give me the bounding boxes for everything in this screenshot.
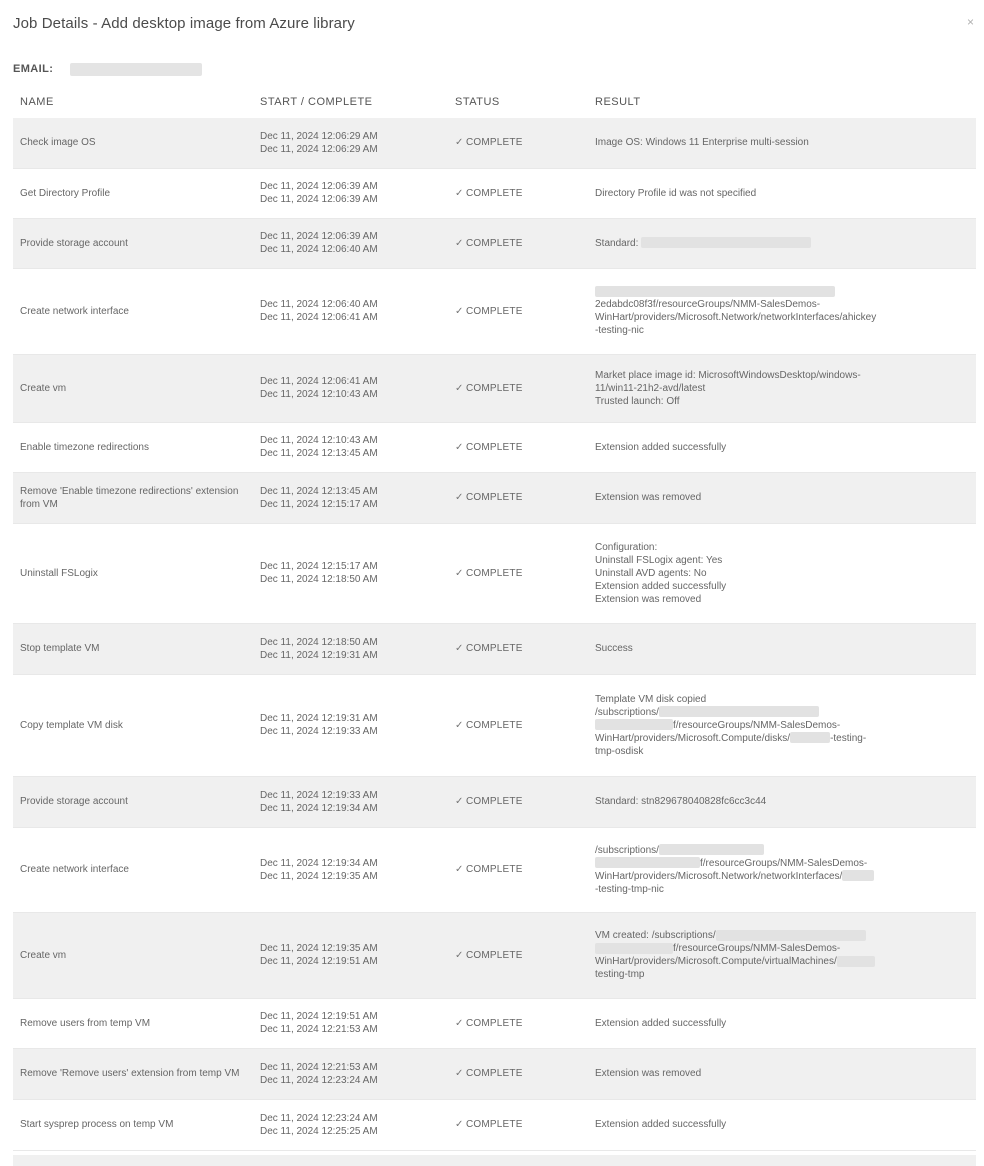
step-name: Check image OS	[13, 118, 253, 168]
result-line	[595, 395, 972, 408]
result-line	[595, 298, 972, 311]
status-cell	[448, 354, 588, 422]
redacted-value	[790, 732, 830, 743]
redacted-value	[595, 719, 673, 730]
redacted-value	[837, 956, 875, 967]
result-text: f/resourceGroups/NMM-SalesDemos-	[700, 857, 868, 869]
result-line	[595, 311, 972, 324]
result-line	[595, 554, 972, 567]
table-next-row-edge	[13, 1155, 976, 1166]
check-icon: ✓	[455, 643, 464, 654]
step-name: Uninstall FSLogix	[13, 523, 253, 623]
check-icon: ✓	[455, 137, 464, 149]
result-line	[595, 955, 972, 968]
result-line	[595, 285, 972, 298]
close-icon[interactable]: ×	[966, 15, 974, 29]
step-result	[588, 218, 976, 268]
status-cell	[448, 1099, 588, 1150]
result-line	[595, 857, 972, 870]
step-name: Remove 'Remove users' extension from temp VM	[13, 1048, 253, 1099]
column-header-start-complete: START / COMPLETE	[260, 96, 373, 108]
table-row	[13, 623, 976, 674]
complete-time: Dec 11, 2024 12:18:50 AM	[260, 574, 378, 585]
step-result	[588, 472, 976, 523]
result-text: WinHart/providers/Microsoft.Network/networkInterfaces/ahickey	[595, 312, 877, 323]
start-time: Dec 11, 2024 12:23:24 AM	[260, 1112, 378, 1124]
redacted-value	[595, 286, 835, 297]
start-time: Dec 11, 2024 12:19:35 AM	[260, 943, 378, 954]
step-result	[588, 168, 976, 218]
step-times	[253, 1099, 448, 1150]
step-result	[588, 268, 976, 354]
column-header-result: RESULT	[595, 96, 641, 108]
modal-title: Job Details - Add desktop image from Azure library	[13, 15, 355, 32]
result-text: Configuration:	[595, 541, 658, 553]
status-text: COMPLETE	[466, 796, 523, 807]
redacted-value	[641, 237, 811, 248]
result-line	[595, 942, 972, 955]
step-times	[253, 268, 448, 354]
check-icon: ✓	[455, 1068, 464, 1079]
redacted-value	[659, 706, 819, 717]
status-text: COMPLETE	[466, 1017, 523, 1029]
start-time: Dec 11, 2024 12:18:50 AM	[260, 636, 378, 648]
step-result	[588, 354, 976, 422]
complete-time: Dec 11, 2024 12:06:40 AM	[260, 244, 378, 255]
check-icon: ✓	[455, 492, 464, 503]
check-icon: ✓	[455, 382, 464, 394]
step-name: Get Directory Profile	[13, 168, 253, 218]
status-text: COMPLETE	[466, 1068, 523, 1079]
status-cell	[448, 218, 588, 268]
result-text: WinHart/providers/Microsoft.Compute/virtualMachines/	[595, 956, 837, 967]
step-name: Provide storage account	[13, 776, 253, 827]
table-row	[13, 674, 976, 776]
status-cell	[448, 623, 588, 674]
step-times	[253, 912, 448, 998]
result-line	[595, 580, 972, 593]
redacted-value	[595, 943, 673, 954]
result-text: 2edabdc08f3f/resourceGroups/NMM-SalesDemos-	[595, 299, 821, 310]
start-time: Dec 11, 2024 12:21:53 AM	[260, 1061, 378, 1073]
start-time: Dec 11, 2024 12:06:41 AM	[260, 376, 378, 387]
status-text: COMPLETE	[466, 441, 523, 453]
result-text: Extension was removed	[595, 492, 702, 503]
result-line	[595, 324, 972, 337]
status-cell	[448, 118, 588, 168]
result-text: /subscriptions/	[595, 844, 659, 856]
start-time: Dec 11, 2024 12:06:29 AM	[260, 130, 378, 142]
column-header-name: NAME	[20, 96, 54, 108]
check-icon: ✓	[455, 567, 464, 579]
check-icon: ✓	[455, 187, 464, 199]
result-line	[595, 567, 972, 580]
step-times	[253, 422, 448, 472]
complete-time: Dec 11, 2024 12:19:51 AM	[260, 956, 378, 967]
complete-time: Dec 11, 2024 12:13:45 AM	[260, 448, 378, 459]
step-result	[588, 776, 976, 827]
result-line	[595, 369, 972, 382]
complete-time: Dec 11, 2024 12:21:53 AM	[260, 1024, 378, 1035]
table-row	[13, 354, 976, 422]
complete-time: Dec 11, 2024 12:23:24 AM	[260, 1074, 378, 1086]
result-text: Extension added successfully	[595, 580, 727, 592]
result-text: f/resourceGroups/NMM-SalesDemos-	[673, 719, 841, 731]
result-line	[595, 929, 972, 942]
result-text: Image OS: Windows 11 Enterprise multi-session	[595, 137, 809, 149]
status-cell	[448, 268, 588, 354]
table-row	[13, 1048, 976, 1099]
check-icon: ✓	[455, 1017, 464, 1029]
step-result	[588, 623, 976, 674]
result-text: tmp-osdisk	[595, 745, 644, 757]
step-name: Create network interface	[13, 268, 253, 354]
status-text: COMPLETE	[466, 492, 523, 503]
result-text: Extension was removed	[595, 1068, 702, 1079]
status-cell	[448, 912, 588, 998]
result-text: VM created: /subscriptions/	[595, 930, 716, 941]
result-text: Directory Profile id was not specified	[595, 187, 757, 199]
result-text: Extension added successfully	[595, 441, 727, 453]
step-times	[253, 523, 448, 623]
result-text: Extension added successfully	[595, 1017, 727, 1029]
redacted-value	[595, 857, 700, 868]
result-text: f/resourceGroups/NMM-SalesDemos-	[673, 943, 841, 954]
status-text: COMPLETE	[466, 719, 523, 731]
result-line	[595, 541, 972, 554]
result-line	[595, 968, 972, 981]
result-line	[595, 795, 972, 808]
step-times	[253, 472, 448, 523]
step-result	[588, 523, 976, 623]
status-text: COMPLETE	[466, 1119, 523, 1130]
complete-time: Dec 11, 2024 12:19:35 AM	[260, 870, 378, 882]
table-row	[13, 422, 976, 472]
status-text: COMPLETE	[466, 949, 523, 961]
start-time: Dec 11, 2024 12:06:39 AM	[260, 231, 378, 242]
result-line	[595, 844, 972, 857]
result-line	[595, 382, 972, 395]
start-time: Dec 11, 2024 12:13:45 AM	[260, 485, 378, 497]
result-line	[595, 136, 972, 149]
result-text: Standard: stn829678040828fc6cc3c44	[595, 796, 767, 807]
step-times	[253, 998, 448, 1048]
result-line	[595, 441, 972, 454]
table-row	[13, 1099, 976, 1150]
status-cell	[448, 168, 588, 218]
check-icon: ✓	[455, 719, 464, 731]
step-name: Create vm	[13, 912, 253, 998]
complete-time: Dec 11, 2024 12:15:17 AM	[260, 498, 378, 510]
email-value-redacted	[70, 63, 202, 76]
step-result	[588, 118, 976, 168]
start-time: Dec 11, 2024 12:19:34 AM	[260, 857, 378, 869]
step-times	[253, 168, 448, 218]
step-times	[253, 776, 448, 827]
result-text: -testing-nic	[595, 325, 644, 336]
status-text: COMPLETE	[466, 237, 523, 249]
status-cell	[448, 472, 588, 523]
status-cell	[448, 776, 588, 827]
start-time: Dec 11, 2024 12:06:40 AM	[260, 299, 378, 310]
result-line	[595, 732, 972, 745]
status-text: COMPLETE	[466, 567, 523, 579]
result-text: -testing-tmp-nic	[595, 883, 664, 895]
step-name: Remove users from temp VM	[13, 998, 253, 1048]
complete-time: Dec 11, 2024 12:19:31 AM	[260, 649, 378, 661]
table-header-row	[13, 86, 976, 118]
result-line	[595, 870, 972, 883]
step-name: Enable timezone redirections	[13, 422, 253, 472]
result-text: WinHart/providers/Microsoft.Compute/disks/	[595, 732, 791, 744]
step-times	[253, 674, 448, 776]
result-line	[595, 1067, 972, 1080]
check-icon: ✓	[455, 1119, 464, 1130]
status-cell	[448, 827, 588, 912]
result-text: Uninstall AVD agents: No	[595, 567, 707, 579]
result-line	[595, 693, 972, 706]
step-result	[588, 827, 976, 912]
result-line	[595, 593, 972, 606]
table-row	[13, 827, 976, 912]
table-row	[13, 168, 976, 218]
start-time: Dec 11, 2024 12:15:17 AM	[260, 561, 378, 572]
start-time: Dec 11, 2024 12:10:43 AM	[260, 435, 378, 446]
status-text: COMPLETE	[466, 137, 523, 149]
check-icon: ✓	[455, 305, 464, 317]
complete-time: Dec 11, 2024 12:25:25 AM	[260, 1125, 378, 1137]
result-text: Template VM disk copied	[595, 693, 707, 705]
check-icon: ✓	[455, 237, 464, 249]
complete-time: Dec 11, 2024 12:06:41 AM	[260, 312, 378, 323]
step-name: Remove 'Enable timezone redirections' extension from VM	[13, 472, 253, 523]
start-time: Dec 11, 2024 12:19:51 AM	[260, 1011, 378, 1022]
result-line	[595, 745, 972, 758]
status-cell	[448, 523, 588, 623]
email-label: EMAIL:	[13, 63, 54, 75]
result-text: Extension was removed	[595, 593, 702, 605]
result-text: /subscriptions/	[595, 706, 659, 718]
complete-time: Dec 11, 2024 12:19:33 AM	[260, 726, 378, 737]
step-times	[253, 1048, 448, 1099]
status-text: COMPLETE	[466, 864, 523, 875]
start-time: Dec 11, 2024 12:19:31 AM	[260, 713, 378, 724]
result-line	[595, 491, 972, 504]
check-icon: ✓	[455, 864, 464, 875]
step-times	[253, 623, 448, 674]
status-cell	[448, 422, 588, 472]
check-icon: ✓	[455, 949, 464, 961]
step-times	[253, 827, 448, 912]
table-row	[13, 912, 976, 998]
step-result	[588, 674, 976, 776]
result-text: Market place image id: MicrosoftWindowsDesktop/windows-	[595, 369, 861, 381]
table-row	[13, 218, 976, 268]
step-name: Copy template VM disk	[13, 674, 253, 776]
status-text: COMPLETE	[466, 643, 523, 654]
table-row	[13, 776, 976, 827]
result-line	[595, 1017, 972, 1030]
complete-time: Dec 11, 2024 12:19:34 AM	[260, 802, 378, 814]
step-result	[588, 1099, 976, 1150]
check-icon: ✓	[455, 441, 464, 453]
complete-time: Dec 11, 2024 12:10:43 AM	[260, 389, 378, 400]
step-result	[588, 998, 976, 1048]
result-line	[595, 642, 972, 655]
start-time: Dec 11, 2024 12:19:33 AM	[260, 789, 378, 801]
start-time: Dec 11, 2024 12:06:39 AM	[260, 181, 378, 192]
result-text: -testing-	[830, 732, 867, 744]
step-name: Create vm	[13, 354, 253, 422]
email-row	[13, 62, 202, 76]
result-text: Standard:	[595, 237, 642, 249]
result-line	[595, 706, 972, 719]
step-result	[588, 1048, 976, 1099]
result-text: Uninstall FSLogix agent: Yes	[595, 554, 723, 566]
table-row	[13, 118, 976, 168]
step-name: Stop template VM	[13, 623, 253, 674]
table-row	[13, 998, 976, 1048]
result-text: Extension added successfully	[595, 1119, 727, 1130]
step-times	[253, 218, 448, 268]
result-line	[595, 237, 972, 250]
complete-time: Dec 11, 2024 12:06:39 AM	[260, 194, 378, 205]
complete-time: Dec 11, 2024 12:06:29 AM	[260, 143, 378, 155]
table-row	[13, 472, 976, 523]
result-line	[595, 719, 972, 732]
column-header-status: STATUS	[455, 96, 500, 108]
result-line	[595, 1118, 972, 1131]
check-icon: ✓	[455, 796, 464, 807]
job-steps-table	[13, 86, 976, 1151]
table-row	[13, 523, 976, 623]
step-name: Start sysprep process on temp VM	[13, 1099, 253, 1150]
status-text: COMPLETE	[466, 187, 523, 199]
step-times	[253, 118, 448, 168]
status-cell	[448, 1048, 588, 1099]
result-text: 11/win11-21h2-avd/latest	[595, 382, 706, 394]
table-row	[13, 268, 976, 354]
result-text: testing-tmp	[595, 969, 645, 980]
step-result	[588, 912, 976, 998]
status-cell	[448, 998, 588, 1048]
step-result	[588, 422, 976, 472]
step-name: Provide storage account	[13, 218, 253, 268]
redacted-value	[659, 844, 764, 855]
result-text: WinHart/providers/Microsoft.Network/networkInterfaces/	[595, 870, 843, 882]
status-cell	[448, 674, 588, 776]
step-times	[253, 354, 448, 422]
result-text: Success	[595, 643, 633, 654]
status-text: COMPLETE	[466, 305, 523, 317]
result-text: Trusted launch: Off	[595, 395, 680, 407]
result-line	[595, 883, 972, 896]
result-line	[595, 187, 972, 200]
step-name: Create network interface	[13, 827, 253, 912]
status-text: COMPLETE	[466, 382, 523, 394]
redacted-value	[842, 870, 874, 881]
redacted-value	[716, 930, 866, 941]
